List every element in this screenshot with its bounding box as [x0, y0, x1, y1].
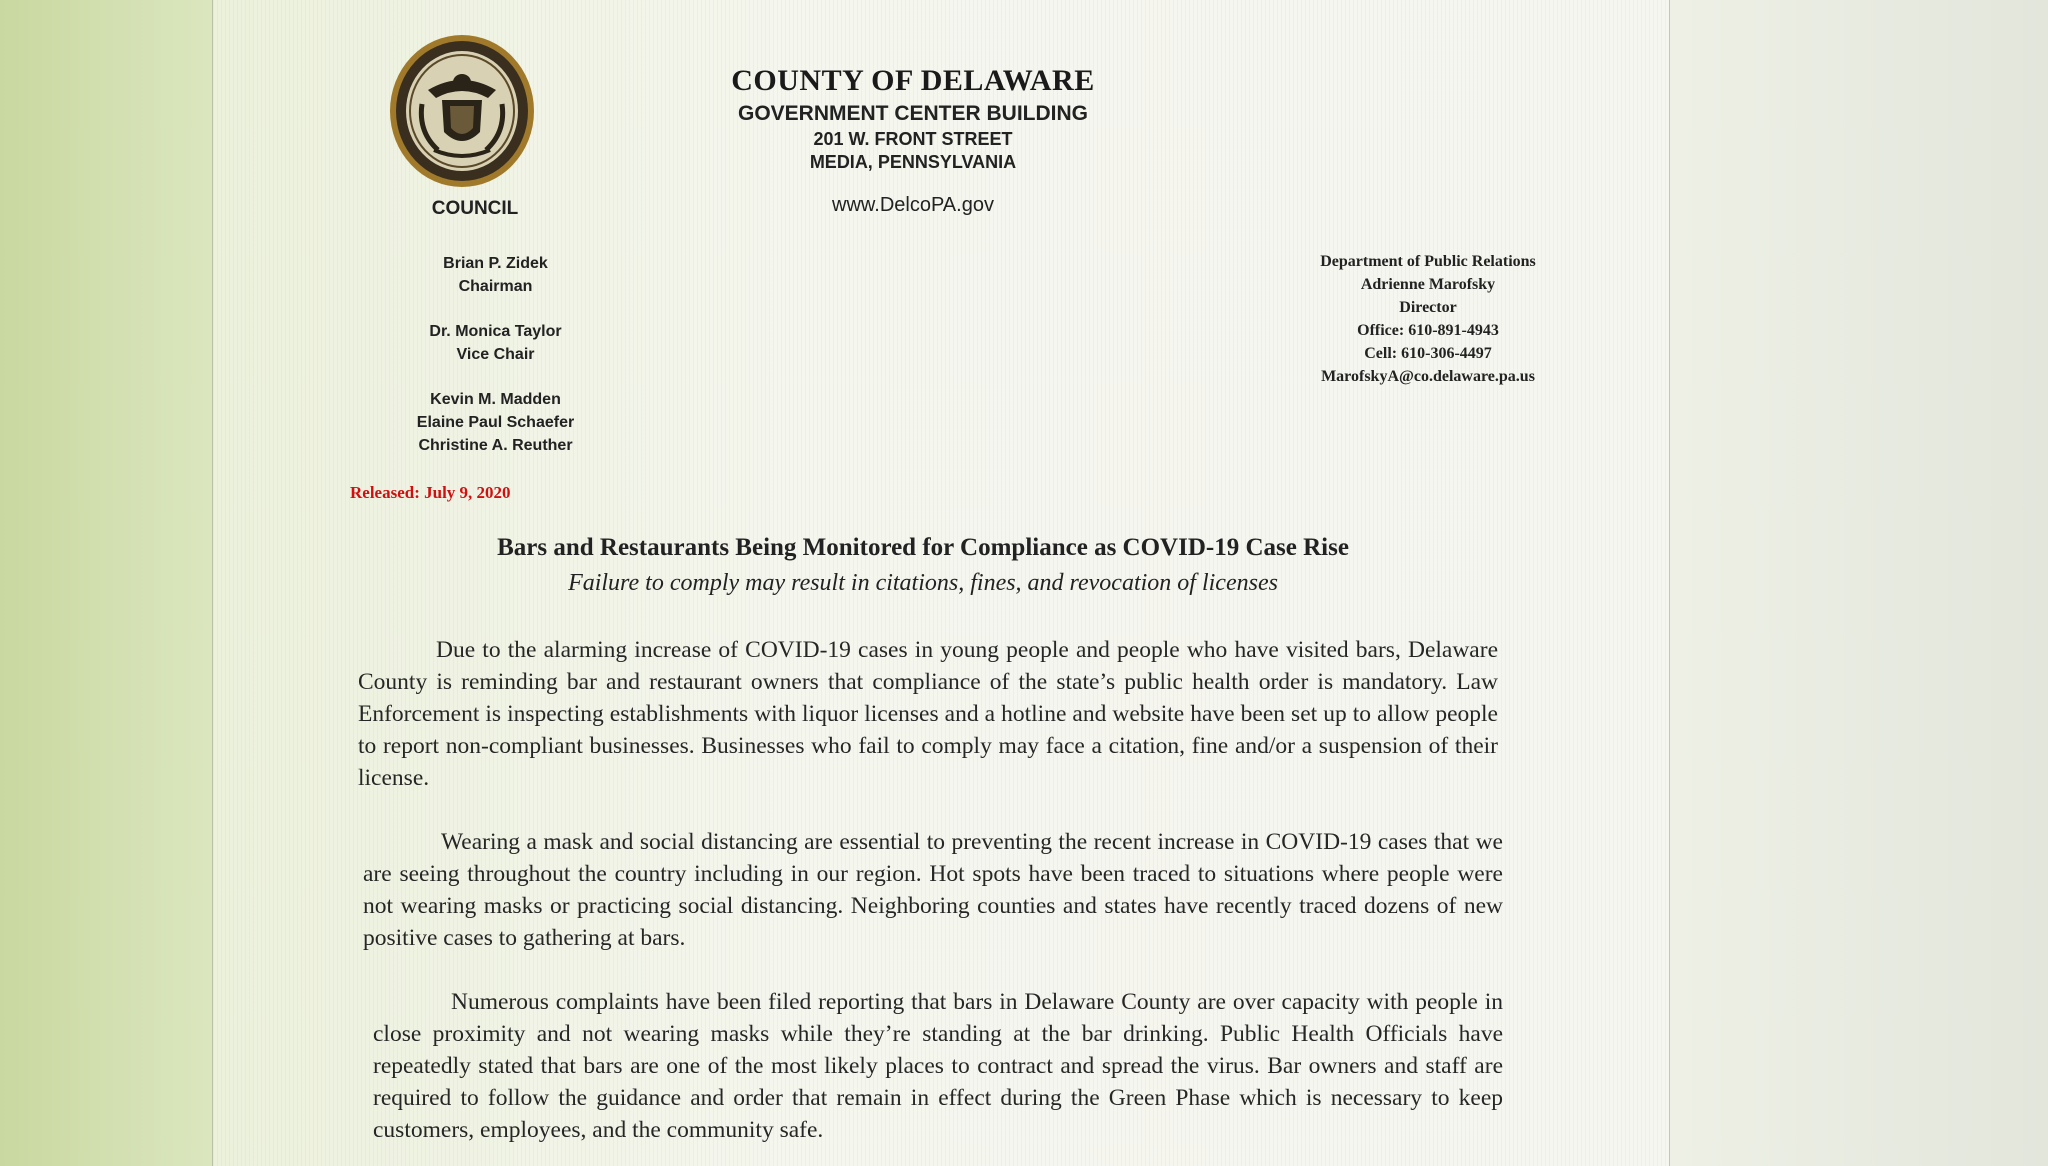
- public-relations-contact: [1218, 250, 1638, 388]
- body-paragraph: Due to the alarming increase of COVID-19 cases in young people and people who have visited bars, Delaware County is reminding bar and restaurant owners that compliance of the state’s public health order is mandatory. Law Enforcement is inspecting establishments with liquor licenses and a hotline and website have been set up to allow people to report non-compliant businesses. Businesses who fail to comply may face a citation, fine and/or a suspension of their license.: [358, 637, 1498, 791]
- website-link[interactable]: www.DelcoPA.gov: [832, 194, 994, 216]
- pr-director-title: Director: [1399, 299, 1457, 316]
- pr-department: Department of Public Relations: [1320, 253, 1536, 270]
- body-paragraph: Numerous complaints have been filed reporting that bars in Delaware County are over capacity with people in close proximity and not wearing masks while they’re standing at the bar drinking. Public Health Officials have repeatedly stated that bars are one of the most likely places to contract and spread the virus. Bar owners and staff are required to follow the guidance and order that remain in effect during the Green Phase which is necessary to keep customers, employees, and the community safe.: [373, 989, 1503, 1143]
- release-date: Released: July 9, 2020: [350, 483, 511, 502]
- council-member-name: Brian P. Zidek: [443, 255, 548, 272]
- address-line-2: MEDIA, PENNSYLVANIA: [809, 152, 1017, 172]
- pr-email[interactable]: MarofskyA@co.delaware.pa.us: [1321, 368, 1535, 385]
- document-page: [212, 0, 1670, 1166]
- council-member-name: Kevin M. Madden: [430, 391, 561, 408]
- letterhead: [663, 64, 1163, 217]
- council-member-name: Elaine Paul Schaefer: [416, 414, 575, 431]
- council-member-name: Dr. Monica Taylor: [429, 323, 562, 340]
- council-member-role: Vice Chair: [456, 346, 535, 363]
- pr-cell-phone: Cell: 610-306-4497: [1364, 345, 1492, 362]
- pr-director-name: Adrienne Marofsky: [1360, 276, 1496, 293]
- screen-right-margin: [1668, 0, 2048, 1166]
- subheadline: Failure to comply may result in citations, fines, and revocation of licenses: [568, 570, 1278, 596]
- pr-office-phone: Office: 610-891-4943: [1357, 322, 1499, 339]
- council-member-role: Chairman: [458, 278, 533, 295]
- county-title: COUNTY OF DELAWARE: [731, 64, 1095, 97]
- council-label: COUNCIL: [431, 198, 519, 219]
- council-member-list: [363, 252, 628, 457]
- headline: Bars and Restaurants Being Monitored for Compliance as COVID-19 Case Rise: [497, 534, 1349, 561]
- address-line-1: 201 W. FRONT STREET: [813, 129, 1013, 149]
- body-paragraph: Wearing a mask and social distancing are essential to preventing the recent increase in COVID-19 cases that we are seeing throughout the country including in our region. Hot spots have been traced to situations where people were not wearing masks or practicing social distancing. Neighboring counties and states have recently traced dozens of new positive cases to gathering at bars.: [363, 829, 1503, 951]
- screen-left-margin: [0, 0, 212, 1166]
- council-member-name: Christine A. Reuther: [418, 437, 573, 454]
- county-seal-icon: [388, 32, 536, 190]
- building-name: GOVERNMENT CENTER BUILDING: [737, 102, 1088, 125]
